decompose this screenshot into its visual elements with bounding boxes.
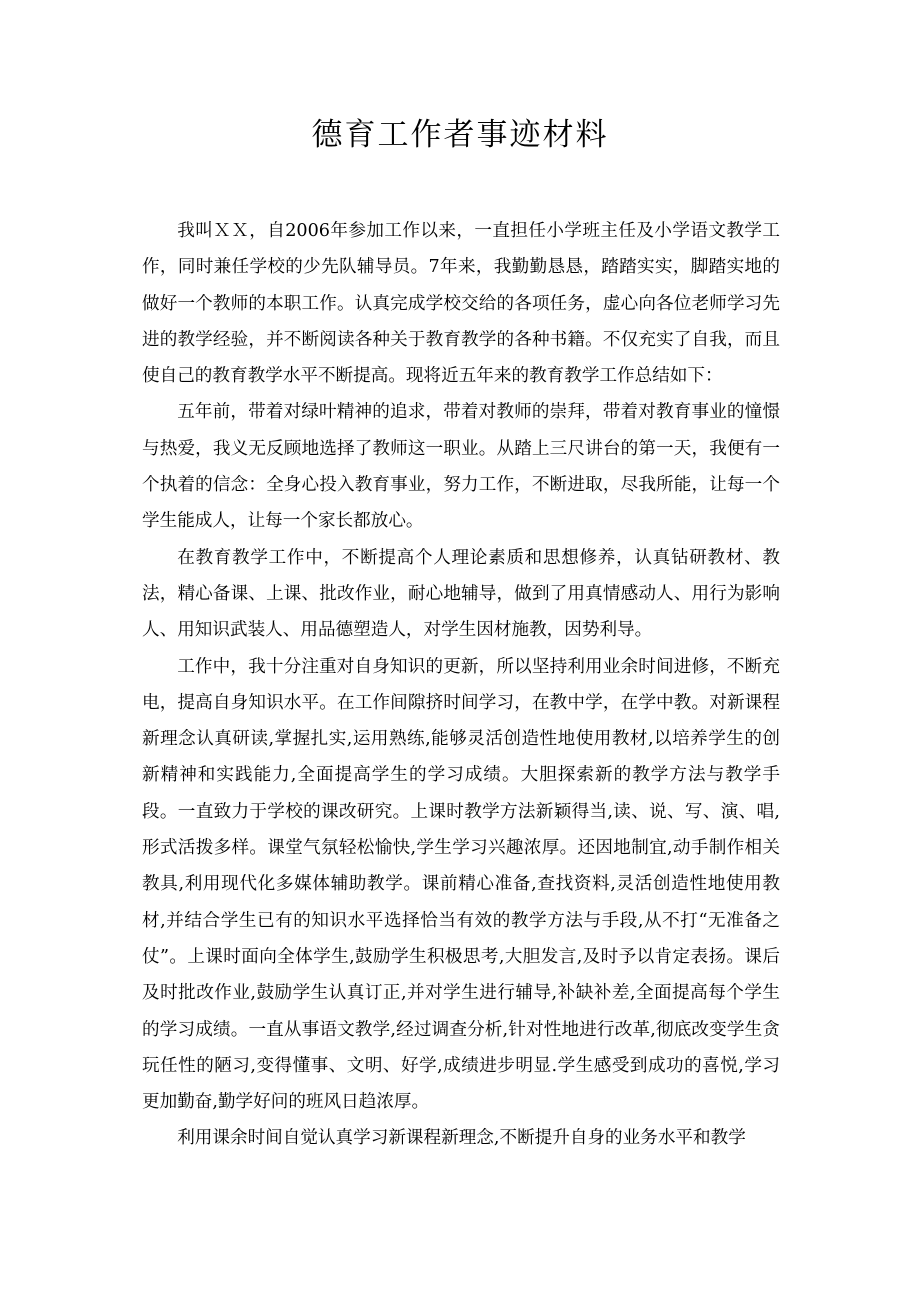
paragraph-self-improvement: 工作中，我十分注重对自身知识的更新，所以坚持利用业余时间进修，不断充电，提高自身知识水平。在工作间隙挤时间学习，在教中学，在学中教。对新课程新理念认真研读,掌握扎实,运用熟练,能够灵活创造性地使用教材,以培养学生的创新精神和实践能力,全面提高学生的学习成绩。大胆探索新的教学方法与教学手段。一直致力于学校的课改研究。上课时教学方法新颖得当,读、说、写、演、唱,形式活拨多样。课堂气氛轻松愉快,学生学习兴趣浓厚。还因地制宜,动手制作相关教具,利用现代化多媒体辅助教学。课前精心准备,查找资料,灵活创造性地使用教材,并结合学生已有的知识水平选择恰当有效的教学方法与手段,从不打“无准备之仗”。上课时面向全体学生,鼓励学生积极思考,大胆发言,及时予以肯定表扬。课后及时批改作业,鼓励学生认真订正,并对学生进行辅导,补缺补差,全面提高每个学生的学习成绩。一直从事语文教学,经过调查分析,针对性地进行改革,彻底改变学生贪玩任性的陋习,变得懂事、文明、好学,成绩进步明显.学生感受到成功的喜悦,学习更加勤奋,勤学好问的班风日趋浓厚。	[142, 656, 780, 1113]
paragraph-continued: 利用课余时间自觉认真学习新课程新理念,不断提升自身的业务水平和教学	[177, 1128, 746, 1149]
paragraph-career-choice: 五年前，带着对绿叶精神的追求，带着对教师的崇拜，带着对教育事业的憧憬与热爱，我义无反顾地选择了教师这一职业。从踏上三尺讲台的第一天，我便有一个执着的信念：全身心投入教育事业，努力工作，不断进取，尽我所能，让每一个学生能成人，让每一个家长都放心。	[142, 402, 780, 532]
paragraph-teaching-practice: 在教育教学工作中，不断提高个人理论素质和思想修养，认真钻研教材、教法，精心备课、上课、批改作业，耐心地辅导，做到了用真情感动人、用行为影响人、用知识武装人、用品德塑造人，对学生因材施教，因势利导。	[142, 547, 780, 641]
document-title: 德育工作者事迹材料	[311, 117, 609, 153]
paragraph-intro: 我叫ＸＸ，自2006年参加工作以来，一直担任小学班主任及小学语文教学工作，同时兼任学校的少先队辅导员。7年来，我勤勤恳恳，踏踏实实，脚踏实地的做好一个教师的本职工作。认真完成学校交给的各项任务，虚心向各位老师学习先进的教学经验，并不断阅读各种关于教育教学的各种书籍。不仅充实了自我，而且使自己的教育教学水平不断提高。现将近五年来的教育教学工作总结如下：	[142, 221, 780, 387]
document-body	[142, 213, 780, 1157]
